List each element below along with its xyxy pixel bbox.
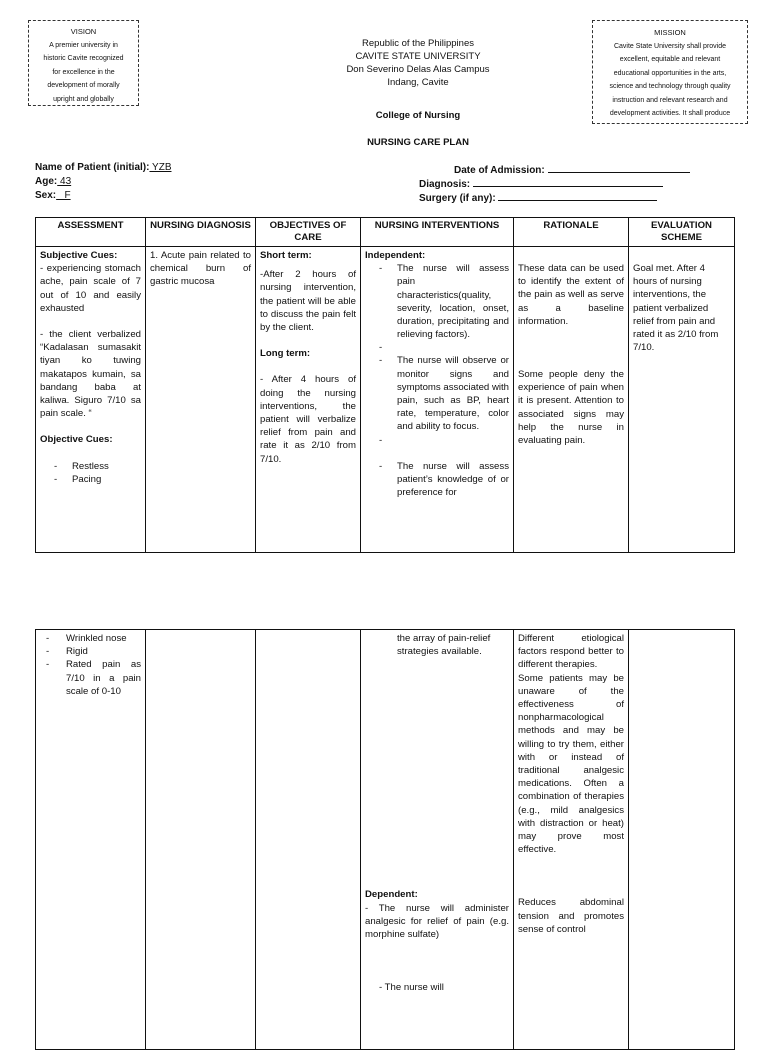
- list-item: - Wrinkled nose: [40, 632, 141, 645]
- rationale-text: Different etiological factors respond better to different therapies.: [518, 633, 624, 671]
- document-title: NURSING CARE PLAN: [367, 137, 469, 148]
- mission-line: instruction and relevant research and: [612, 96, 728, 104]
- rationale-text: These data can be used to identify the extent of the pain as well as serve as a baseline information.: [518, 263, 624, 327]
- mission-line: excellent, equitable and relevant: [619, 56, 721, 63]
- table-header-row: [36, 218, 735, 247]
- patient-age-value: 43: [57, 176, 72, 187]
- campus-location: Indang, Cavite: [387, 77, 449, 88]
- dependent-heading: Dependent:: [365, 889, 418, 901]
- list-item: - Restless: [40, 460, 141, 473]
- college-name: College of Nursing: [375, 110, 461, 121]
- list-item: - The nurse will observe or monitor signs and symptoms associated with pain, such as BP, heart rate, temperature, color and ability to focus.: [365, 354, 509, 433]
- mission-line: science and technology through quality: [609, 83, 731, 90]
- vision-line: upright and globally: [53, 95, 114, 103]
- surgery-label: Surgery (if any):: [419, 193, 496, 204]
- list-item: - The nurse will assess pain characteristics(quality, severity, location, onset, duration, precipitating and relieving factors).: [365, 262, 509, 341]
- diagnosis-cell: [146, 247, 256, 553]
- evaluation-header: EVALUATION SCHEME: [629, 218, 735, 247]
- subjective-cue: - experiencing stomach ache, pain scale of 7 out of 10 and easily exhausted: [40, 263, 141, 314]
- vision-line: development of morally: [47, 82, 120, 89]
- diagnosis-blank: [473, 176, 663, 187]
- university-name: CAVITE STATE UNIVERSITY: [355, 51, 481, 62]
- table-row: [36, 630, 735, 1050]
- long-term-heading: Long term:: [260, 348, 311, 360]
- patient-sex-field: [35, 190, 94, 201]
- dependent-intervention: - The nurse will administer analgesic for relief of pain (e.g. morphine sulfate): [365, 902, 509, 941]
- mission-line: Cavite State University shall provide: [613, 42, 727, 50]
- objective-list: [40, 460, 141, 486]
- intervention-list: [365, 262, 509, 499]
- evaluation-text: Goal met. After 4 hours of nursing interventions, the patient verbalized relief from pain and rated it as 2/10 from 7/10.: [633, 263, 719, 354]
- interventions-cell: [361, 630, 514, 1050]
- objectives-cell: [256, 630, 361, 1050]
- mission-line: development activities. It shall produce: [609, 110, 731, 117]
- vision-heading: VISION: [70, 27, 97, 36]
- vision-box: [28, 20, 139, 106]
- rationale-text: Reduces abdominal tension and promotes sense of control: [518, 897, 624, 935]
- care-plan-table: [35, 217, 735, 553]
- list-item: - Pacing: [40, 473, 141, 486]
- rationale-header: RATIONALE: [514, 218, 629, 247]
- subjective-cue: - the client verbalized “Kadalasan sumasakit tiyan ko tuwing makatapos kumain, sa bandang baba at kaliwa. Siguro 7/10 sa pain scale. “: [40, 329, 141, 420]
- intervention-continued: the array of pain-relief strategies available.: [397, 633, 491, 658]
- assessment-cell: [36, 247, 146, 553]
- diagnosis-label: Diagnosis:: [419, 179, 471, 190]
- patient-age-label: Age:: [35, 176, 58, 187]
- dependent-intervention: - The nurse will: [379, 982, 444, 994]
- evaluation-cell: [629, 247, 735, 553]
- surgery-field: [419, 190, 657, 204]
- table-row: [36, 247, 735, 553]
- objectives-cell: [256, 247, 361, 553]
- interventions-cell: [361, 247, 514, 553]
- republic-line: Republic of the Philippines: [362, 38, 474, 49]
- mission-box: [592, 20, 748, 124]
- patient-age-field: [35, 176, 93, 187]
- diagnosis-header: NURSING DIAGNOSIS: [146, 218, 256, 247]
- subjective-heading: Subjective Cues:: [40, 250, 118, 261]
- vision-line: historic Cavite recognized: [43, 55, 124, 62]
- university-header: [268, 37, 568, 89]
- patient-name-field: [35, 162, 205, 173]
- diagnosis-cell: [146, 630, 256, 1050]
- rationale-cell: [514, 247, 629, 553]
- evaluation-cell: [629, 630, 735, 1050]
- diagnosis-field: [419, 176, 663, 190]
- list-item: - Rated pain as 7/10 in a pain scale of 0-10: [40, 658, 141, 698]
- short-term-heading: Short term:: [260, 250, 312, 261]
- rationale-text: Some people deny the experience of pain when it is present. Attention to associated signs may help the nurse in evaluating pain.: [518, 369, 624, 447]
- diagnosis-text: 1. Acute pain related to chemical burn of gastric mucosa: [150, 250, 251, 288]
- patient-name-label: Name of Patient (initial):: [35, 162, 150, 173]
- mission-line: educational opportunities in the arts,: [613, 69, 727, 77]
- objective-heading: Objective Cues:: [40, 434, 113, 446]
- admission-date-field: [454, 162, 690, 176]
- mission-heading: MISSION: [654, 28, 686, 37]
- patient-sex-value: F: [56, 190, 71, 201]
- admission-date-blank: [548, 162, 690, 173]
- rationale-cell: [514, 630, 629, 1050]
- short-term-text: -After 2 hours of nursing intervention, the patient will be able to discuss the pain felt by the client.: [260, 269, 356, 334]
- assessment-cell: [36, 630, 146, 1050]
- list-item: - Rigid: [40, 645, 141, 658]
- vision-line: for excellence in the: [52, 68, 115, 76]
- vision-line: A premier university in: [49, 41, 118, 49]
- long-term-text: - After 4 hours of doing the nursing interventions, the patient will verbalize relief from pain and rate it as 2/10 from 7/10.: [260, 374, 356, 465]
- patient-sex-label: Sex:: [35, 190, 57, 201]
- objectives-header: OBJECTIVES OF CARE: [256, 218, 361, 247]
- independent-heading: Independent:: [365, 250, 426, 261]
- patient-name-value: YZB: [149, 162, 172, 173]
- surgery-blank: [498, 190, 657, 201]
- rationale-text: Some patients may be unaware of the effectiveness of nonpharmacological methods and may be willing to try them, either with or instead of traditional analgesic medications. Often a combination of therapies (e.g., mild analgesics with distraction or heat) may prove most effective.: [518, 672, 624, 856]
- assessment-header: ASSESSMENT: [36, 218, 146, 247]
- interventions-header: NURSING INTERVENTIONS: [361, 218, 514, 247]
- care-plan-table-continued: [35, 629, 735, 1050]
- campus-name: Don Severino Delas Alas Campus: [346, 64, 490, 75]
- objective-list: [40, 632, 141, 698]
- admission-date-label: Date of Admission:: [454, 165, 545, 176]
- list-item: - The nurse will assess patient’s knowledge of or preference for: [365, 460, 509, 500]
